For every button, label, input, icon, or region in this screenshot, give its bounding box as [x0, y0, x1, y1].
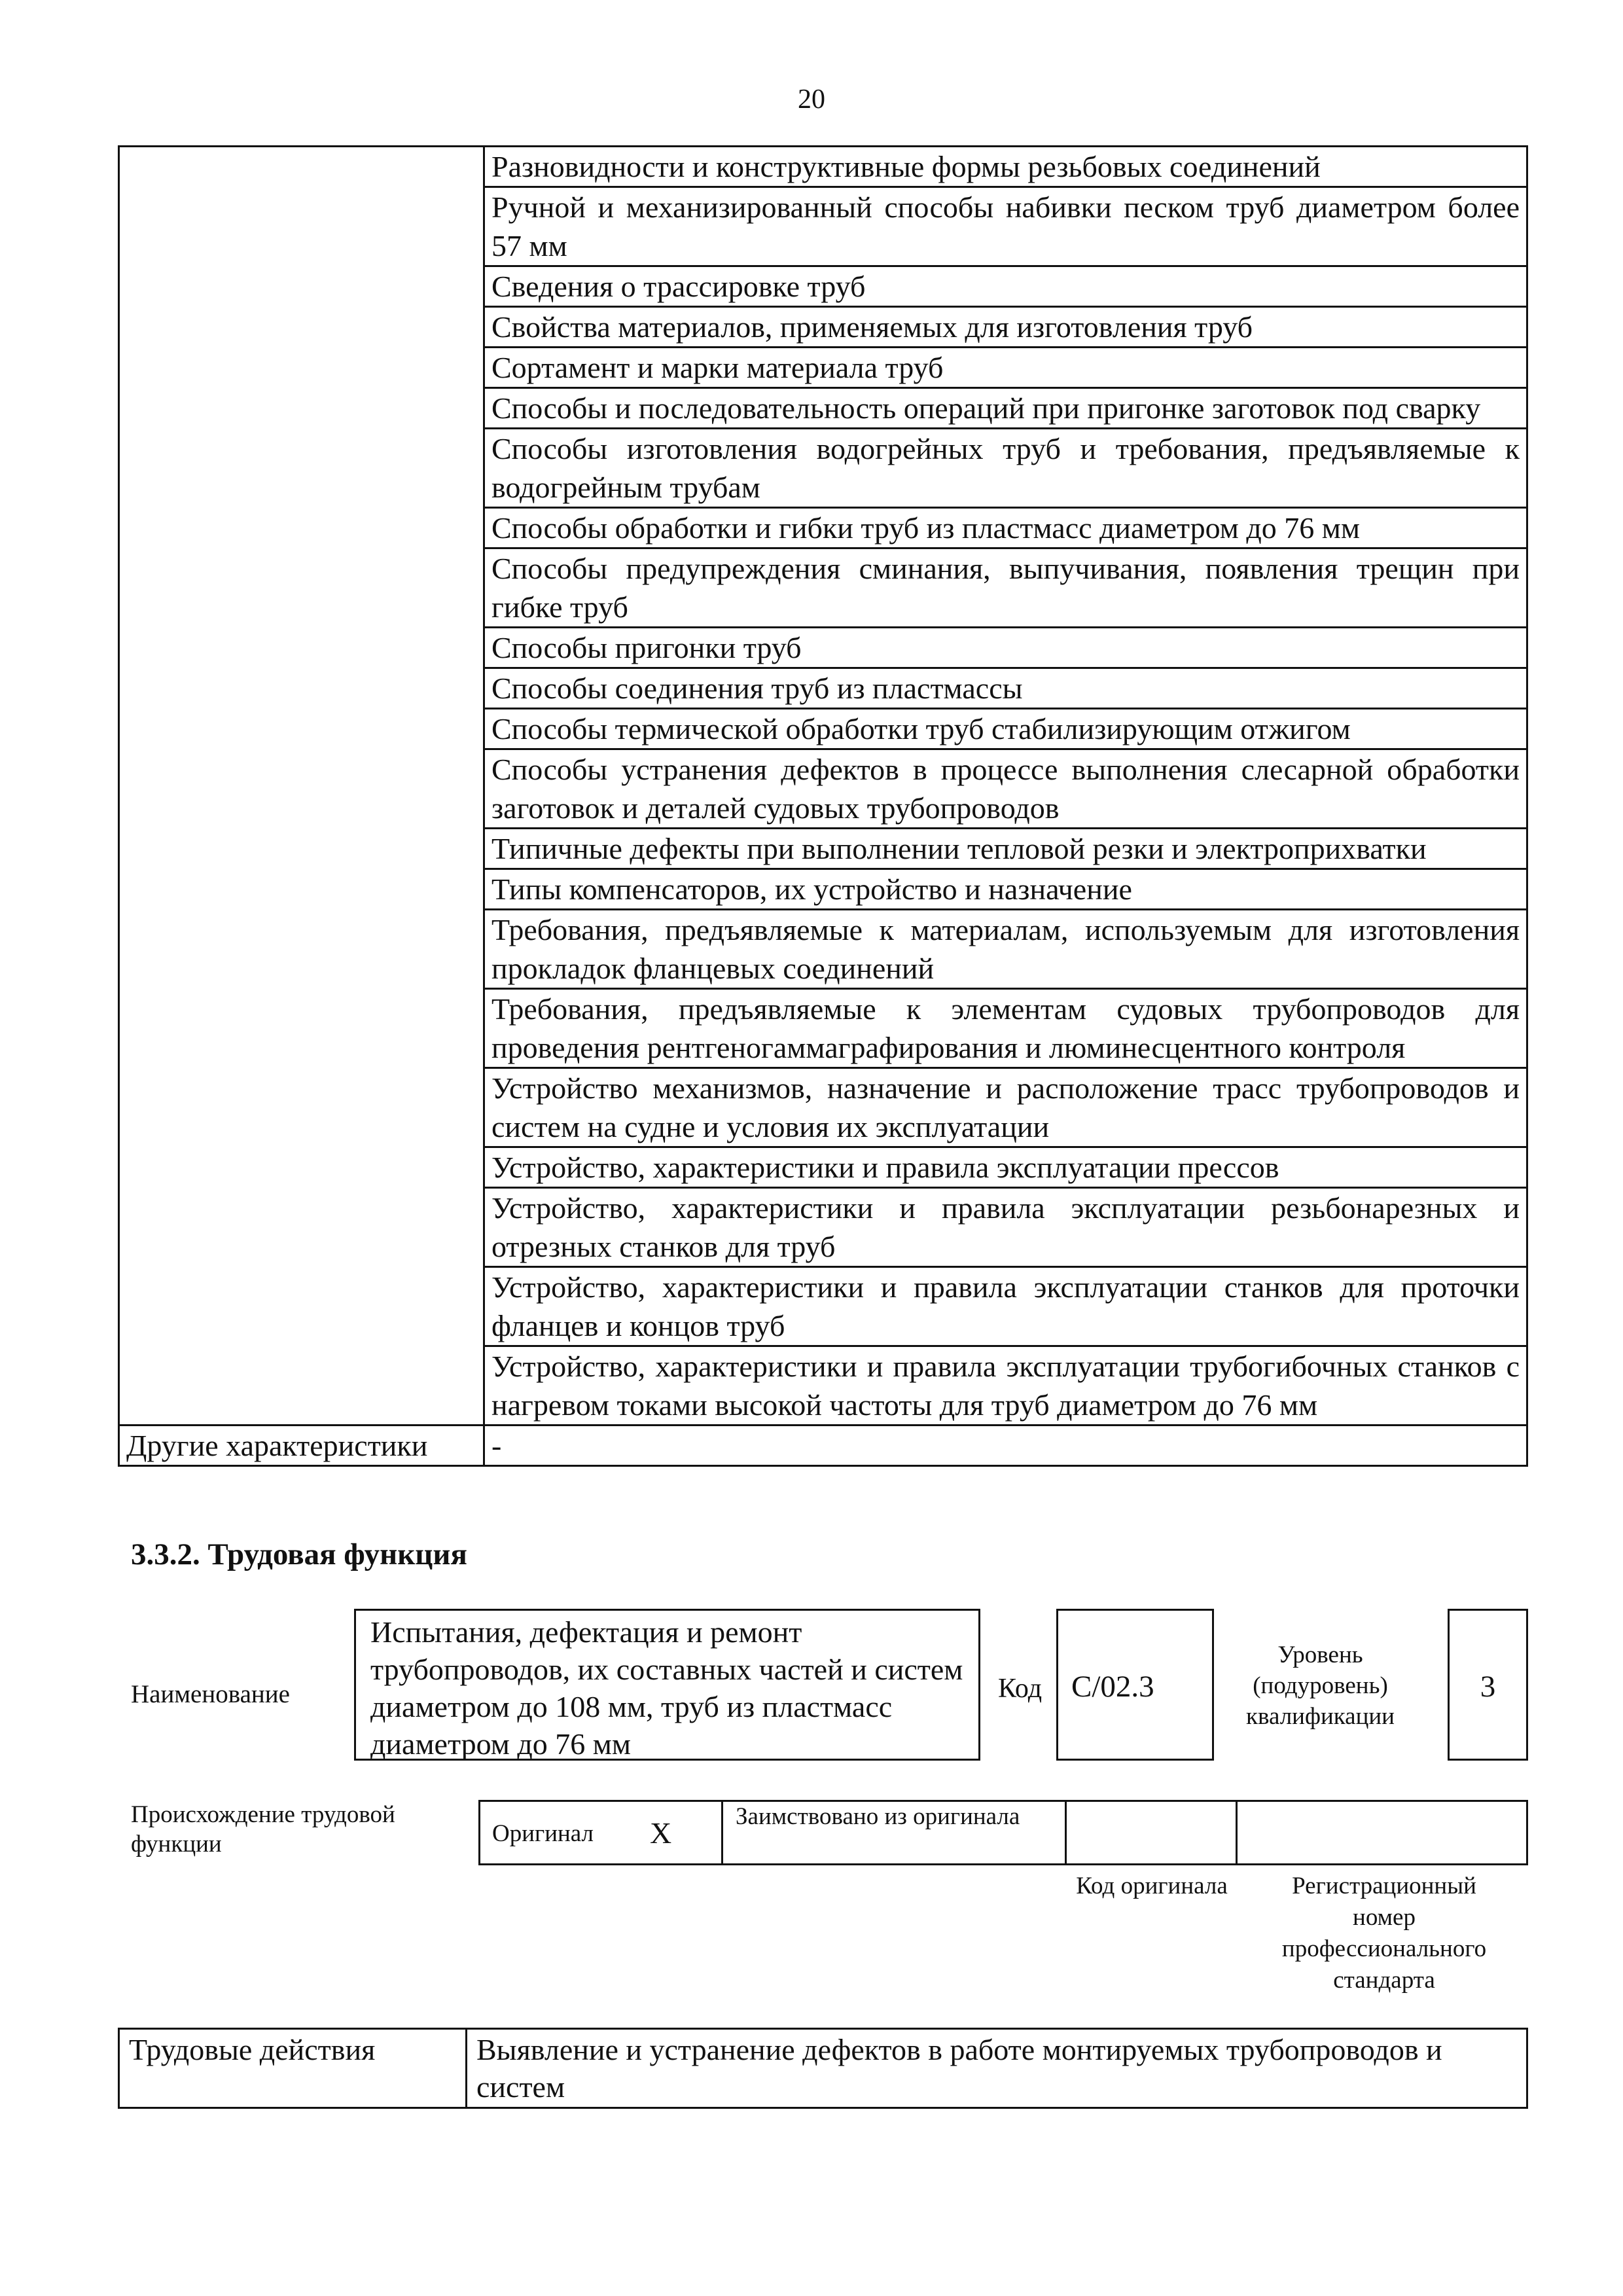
section-title: 3.3.2. Трудовая функция	[131, 1537, 467, 1571]
actions-label: Трудовые действия	[119, 2029, 467, 2108]
code-box	[1056, 1609, 1214, 1761]
knowledge-item: Требования, предъявляемые к материалам, используемым для изготовления прокладок фланцевых соединений	[484, 910, 1527, 989]
name-label: Наименование	[131, 1680, 290, 1708]
knowledge-item: Ручной и механизированный способы набивки песком труб диаметром более 57 мм	[484, 187, 1527, 266]
level-box	[1448, 1609, 1528, 1761]
actions-table	[118, 2028, 1528, 2109]
knowledge-item: Типы компенсаторов, их устройство и назначение	[484, 869, 1527, 910]
origin-label: Происхождение трудовой функции	[131, 1801, 395, 1857]
code-label: Код	[998, 1674, 1043, 1704]
knowledge-item: Устройство, характеристики и правила эксплуатации резьбонарезных и отрезных станков для труб	[484, 1188, 1527, 1267]
knowledge-item: Способы изготовления водогрейных труб и требования, предъявляемые к водогрейным трубам	[484, 429, 1527, 508]
knowledge-item: Устройство, характеристики и правила эксплуатации станков для проточки фланцев и концов труб	[484, 1267, 1527, 1346]
knowledge-item: Типичные дефекты при выполнении тепловой резки и электроприхватки	[484, 829, 1527, 869]
knowledge-item: Способы и последовательность операций при пригонке заготовок под сварку	[484, 388, 1527, 429]
knowledge-item: Способы соединения труб из пластмассы	[484, 668, 1527, 709]
other-characteristics-label: Другие характеристики	[119, 1426, 484, 1466]
page-number: 20	[798, 84, 825, 115]
function-name-box	[354, 1609, 980, 1761]
knowledge-item: Способы пригонки труб	[484, 628, 1527, 668]
function-name-value: Испытания, дефектация и ремонт трубопроводов, их составных частей и систем диаметром до 108 мм, труб из пластмасс диаметром до 76 мм	[370, 1615, 963, 1761]
knowledge-item: Устройство, характеристики и правила эксплуатации прессов	[484, 1147, 1527, 1188]
table-row	[119, 147, 1527, 187]
knowledge-item: Разновидности и конструктивные формы резьбовых соединений	[484, 147, 1527, 187]
original-mark: X	[650, 1816, 672, 1850]
actions-row	[119, 2029, 1527, 2108]
knowledge-label-cell	[119, 147, 484, 1426]
knowledge-item: Сортамент и марки материала труб	[484, 348, 1527, 388]
original-label: Оригинал	[492, 1820, 594, 1847]
knowledge-item: Свойства материалов, применяемых для изготовления труб	[484, 307, 1527, 348]
knowledge-item: Способы обработки и гибки труб из пластмасс диаметром до 76 мм	[484, 508, 1527, 548]
code-value: C/02.3	[1071, 1670, 1154, 1704]
knowledge-item: Способы предупреждения сминания, выпучивания, появления трещин при гибке труб	[484, 548, 1527, 628]
other-characteristics-row	[119, 1426, 1527, 1466]
knowledge-table	[118, 145, 1528, 1467]
knowledge-item: Способы термической обработки труб стабилизирующим отжигом	[484, 709, 1527, 749]
other-characteristics-value: -	[484, 1426, 1527, 1466]
knowledge-item: Способы устранения дефектов в процессе выполнения слесарной обработки заготовок и деталей судовых трубопроводов	[484, 749, 1527, 829]
code-original-caption: Код оригинала	[1076, 1873, 1228, 1899]
knowledge-item: Устройство механизмов, назначение и расположение трасс трубопроводов и систем на судне и условия их эксплуатации	[484, 1068, 1527, 1147]
actions-value: Выявление и устранение дефектов в работе монтируемых трубопроводов и систем	[467, 2029, 1527, 2108]
knowledge-item: Устройство, характеристики и правила эксплуатации трубогибочных станков с нагревом токами высокой частоты для труб диаметром до 76 мм	[484, 1346, 1527, 1426]
knowledge-item: Сведения о трассировке труб	[484, 266, 1527, 307]
level-label: Уровень (подуровень) квалификации	[1246, 1641, 1395, 1730]
level-value: 3	[1480, 1670, 1496, 1704]
reg-number-caption: Регистрационный номер профессионального стандарта	[1281, 1873, 1487, 1994]
knowledge-item: Требования, предъявляемые к элементам судовых трубопроводов для проведения рентгеногаммаграфирования и люминесцентного контроля	[484, 989, 1527, 1068]
borrowed-label: Заимствовано из оригинала	[736, 1803, 1020, 1830]
